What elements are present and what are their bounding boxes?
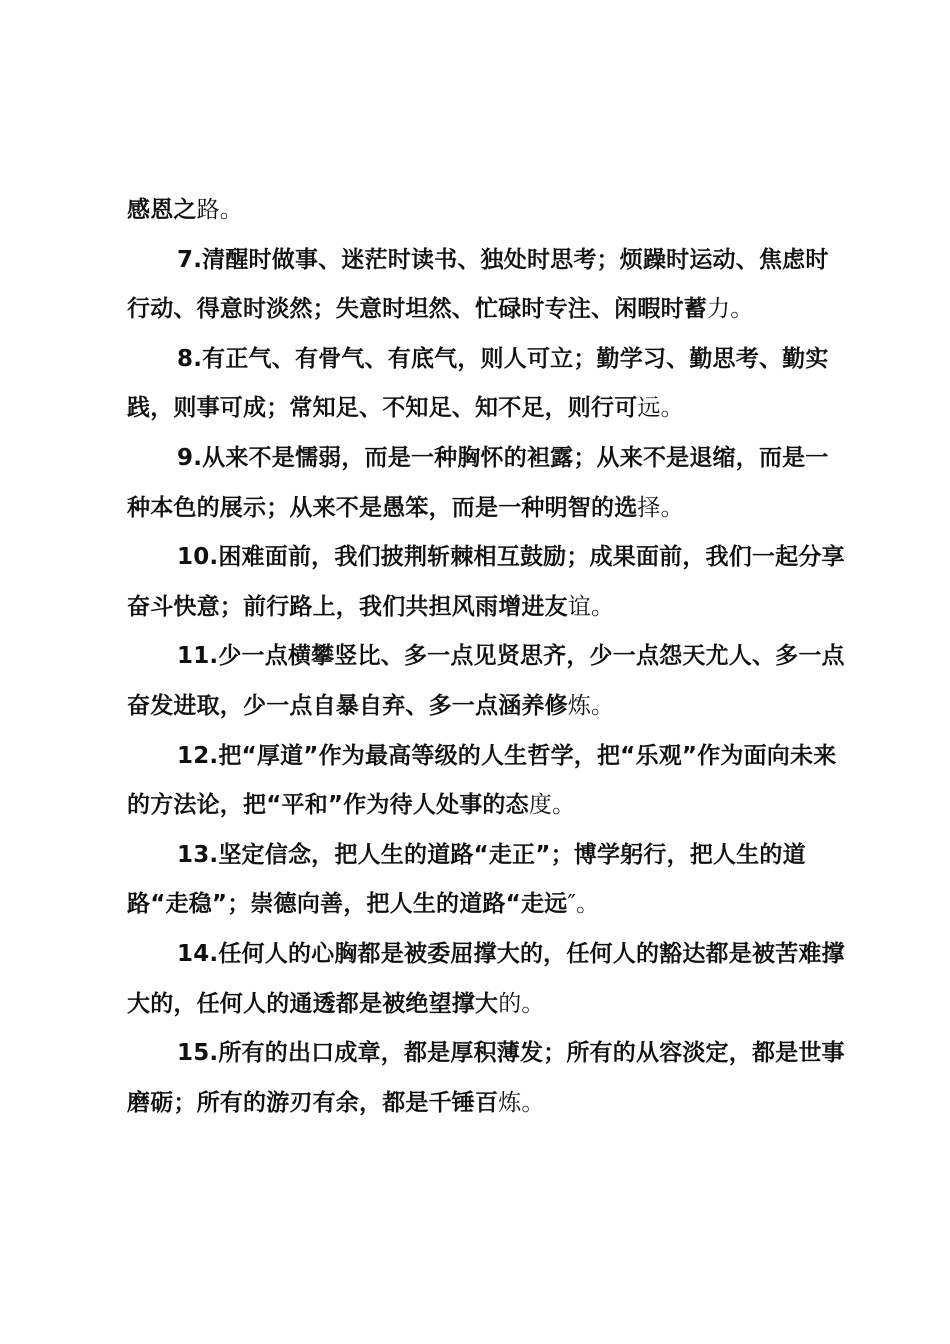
paragraph-7	[127, 236, 847, 335]
document-body	[127, 186, 847, 1128]
paragraph-tail: 路。	[196, 197, 244, 223]
paragraph-tail: 择。	[637, 494, 684, 521]
paragraph-tail: 度。	[528, 792, 576, 819]
paragraph-text: 10.困难面前，我们披荆斩棘相互鼓励；成果面前，我们一起分享奋斗快意；前行路上，我们共担风雨增进友	[127, 544, 845, 620]
paragraph-tail: 远。	[637, 395, 684, 422]
paragraph-15	[127, 1029, 847, 1128]
paragraph-9	[127, 434, 847, 533]
paragraph-14	[127, 930, 847, 1029]
paragraph-13	[127, 831, 847, 930]
paragraph-text: 15.所有的出口成章，都是厚积薄发；所有的从容淡定，都是世事磨砺；所有的游刃有余，都是千锤百	[127, 1040, 845, 1116]
paragraph-continuation	[127, 186, 847, 236]
paragraph-text: 感恩之	[127, 197, 197, 223]
paragraph-tail: 的。	[498, 990, 545, 1017]
paragraph-text: 12.把“厚道”作为最高等级的人生哲学，把“乐观”作为面向未来的方法论，把“平和”作为待人处事的态	[127, 742, 837, 819]
paragraph-tail: 炼。	[498, 1089, 545, 1116]
paragraph-text: 9.从来不是懦弱，而是一种胸怀的袒露；从来不是退缩，而是一种本色的展示；从来不是愚笨，而是一种明智的选	[127, 444, 829, 521]
paragraph-text: 7.清醒时做事、迷茫时读书、独处时思考；烦躁时运动、焦虑时行动、得意时淡然；失意时坦然、忙碌时专注、闲暇时蓄	[127, 246, 829, 323]
paragraph-text: 8.有正气、有骨气、有底气，则人可立；勤学习、勤思考、勤实践，则事可成；常知足、不知足、知不足，则行可	[127, 345, 829, 422]
paragraph-tail: 炼。	[567, 692, 615, 719]
paragraph-tail: 谊。	[567, 593, 615, 620]
paragraph-12	[127, 732, 847, 831]
paragraph-10	[127, 533, 847, 632]
paragraph-8	[127, 335, 847, 434]
paragraph-text: 14.任何人的心胸都是被委屈撑大的，任何人的豁达都是被苦难撑大的，任何人的通透都是被绝望撑大	[127, 940, 845, 1017]
paragraph-text: 13.坚定信念，把人生的道路“走正”；博学躬行，把人生的道路“走稳”；崇德向善，把人生的道路“走远	[127, 841, 806, 918]
paragraph-tail: 力。	[707, 296, 754, 323]
paragraph-11	[127, 632, 847, 731]
paragraph-text: 11.少一点横攀竖比、多一点见贤思齐，少一点怨天尤人、多一点奋发进取，少一点自暴自弃、多一点涵养修	[127, 643, 845, 719]
paragraph-tail: ″。	[567, 891, 600, 918]
